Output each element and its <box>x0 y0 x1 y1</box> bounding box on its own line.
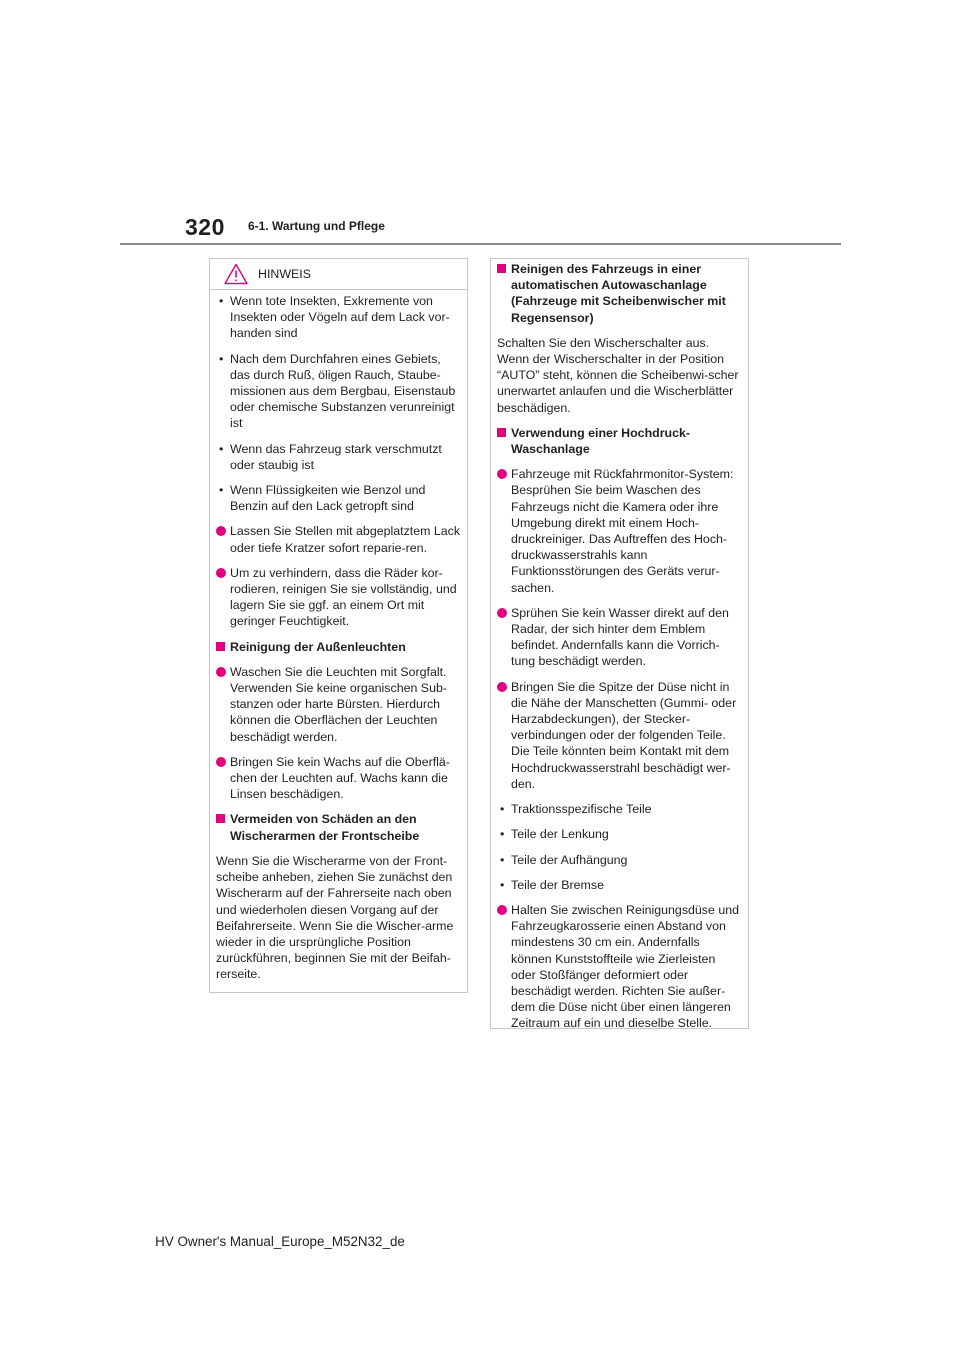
item-text: Lassen Sie Stellen mit abgeplatztem Lack oder tiefe Kratzer sofort reparie-ren. <box>230 524 461 555</box>
list-item <box>497 877 742 893</box>
list-item <box>216 293 461 342</box>
warning-triangle-icon <box>224 263 248 285</box>
list-item <box>497 902 742 1032</box>
item-text: Fahrzeuge mit Rückfahrmonitor-System: Besprühen Sie beim Waschen des Fahrzeugs nicht die Kamera oder ihre Umgebung direkt mit einem Hoch-druckreiniger. Das Auftreffen des Hoch-druckwasserstrahls kann Funktionsstörungen des Geräts verur-sachen. <box>511 467 734 595</box>
item-text: Bringen Sie die Spitze der Düse nicht in die Nähe der Manschetten (Gummi- oder Harzabdeckungen), der Stecker-verbindungen oder der folgenden Teile. Die Teile könnten beim Kontakt mit dem Hochdruckwasserstrahl beschädigt wer-den. <box>511 679 737 791</box>
list-item <box>216 351 461 432</box>
item-text: Waschen Sie die Leuchten mit Sorgfalt. Verwenden Sie keine organischen Sub-stanzen oder harte Bürsten. Hierdurch können die Oberflächen der Leuchten beschädigt werden. <box>230 664 447 744</box>
list-item <box>216 441 461 473</box>
subheading <box>216 639 461 655</box>
item-text: Reinigen des Fahrzeugs in einer automatischen Autowaschanlage (Fahrzeuge mit Scheibenwischer mit Regensensor) <box>511 262 726 325</box>
footer-text: HV Owner's Manual_Europe_M52N32_de <box>155 1234 405 1249</box>
list-item <box>497 801 742 817</box>
right-info-box <box>490 258 749 1029</box>
square-bullet-icon <box>216 642 225 651</box>
list-item <box>497 605 742 670</box>
page-number: 320 <box>185 214 225 240</box>
item-text: Teile der Bremse <box>511 877 604 892</box>
item-text: Um zu verhindern, dass die Räder kor-rodieren, reinigen Sie sie vollständig, und lagern Sie sie ggf. an einem Ort mit geringer Feuchtigkeit. <box>230 565 457 629</box>
item-text: Wenn das Fahrzeug stark verschmutzt oder staubig ist <box>230 441 442 472</box>
notice-label: HINWEIS <box>258 267 312 281</box>
section-title: 6-1. Wartung und Pflege <box>248 219 385 233</box>
list-item <box>497 679 742 792</box>
item-text: Wenn Flüssigkeiten wie Benzol und Benzin auf den Lack getropft sind <box>230 483 426 514</box>
circle-bullet-icon <box>497 469 507 479</box>
circle-bullet-icon <box>216 667 226 677</box>
item-text: Wenn tote Insekten, Exkremente von Insekten oder Vögeln auf dem Lack vor-handen sind <box>230 294 450 341</box>
notice-header <box>210 259 467 290</box>
square-bullet-icon <box>497 428 506 437</box>
circle-bullet-icon <box>497 905 507 915</box>
list-item <box>216 482 461 514</box>
circle-bullet-icon <box>497 682 507 692</box>
circle-bullet-icon <box>216 526 226 536</box>
square-bullet-icon <box>216 814 225 823</box>
list-item <box>497 826 742 842</box>
square-bullet-icon <box>497 264 506 273</box>
circle-bullet-icon <box>216 757 226 767</box>
item-text: Vermeiden von Schäden an den Wischerarmen der Frontscheibe <box>230 812 420 843</box>
list-item <box>216 754 461 803</box>
circle-bullet-icon <box>216 568 226 578</box>
item-text: Sprühen Sie kein Wasser direkt auf den Radar, der sich hinter dem Emblem befindet. Andernfalls kann die Vorrich-tung beschädigt werden. <box>511 605 729 669</box>
circle-bullet-icon <box>497 608 507 618</box>
subheading <box>497 261 742 326</box>
item-text: Verwendung einer Hochdruck-Waschanlage <box>511 425 691 457</box>
header-rule <box>120 243 841 245</box>
paragraph <box>497 335 742 416</box>
list-item <box>497 466 742 596</box>
page-footer <box>0 1234 960 1249</box>
list-item <box>497 852 742 868</box>
list-item <box>216 523 461 555</box>
subheading <box>216 811 461 843</box>
paragraph <box>216 853 461 983</box>
item-text: Teile der Lenkung <box>511 827 609 842</box>
item-text: Halten Sie zwischen Reinigungsdüse und Fahrzeugkarosserie einen Abstand von mindestens 30 cm ein. Andernfalls können Kunststoffteile wie Zierleisten oder Stoßfänger deformiert oder beschädigt werden. Richten Sie außer-dem die Düse nicht über einen längeren Zeitraum auf ein und dieselbe Stelle. <box>511 902 739 1031</box>
item-text: Traktionsspezifische Teile <box>511 802 652 817</box>
item-text: Teile der Aufhängung <box>511 852 628 867</box>
item-text: Nach dem Durchfahren eines Gebiets, das durch Ruß, öligen Rauch, Staube-missionen aus dem Bergbau, Eisenstaub oder chemische Substanzen verunreinigt ist <box>230 351 456 431</box>
subheading <box>497 425 742 457</box>
item-text: Schalten Sie den Wischerschalter aus. Wenn der Wischerschalter in der Position “AUTO” steht, können die Scheibenwi-scher unerwartet anlaufen und die Wischerblätter beschädigen. <box>497 335 739 415</box>
item-text: Reinigung der Außenleuchten <box>230 639 406 654</box>
left-column-body <box>210 290 467 983</box>
notice-box <box>209 258 468 993</box>
item-text: Bringen Sie kein Wachs auf die Oberflä-chen der Leuchten auf. Wachs kann die Linsen beschädigen. <box>230 754 450 802</box>
item-text: Wenn Sie die Wischerarme von der Front-scheibe anheben, ziehen Sie zunächst den Wischerarm auf der Fahrerseite nach oben und wiederholen diesen Vorgang auf der Beifahrerseite. Wenn Sie die Wischer-arme wieder in die ursprüngliche Position zurückführen, beginnen Sie mit der Beifah-rerseite. <box>216 853 454 982</box>
list-item <box>216 565 461 630</box>
list-item <box>216 664 461 745</box>
right-column-body <box>491 259 748 1032</box>
